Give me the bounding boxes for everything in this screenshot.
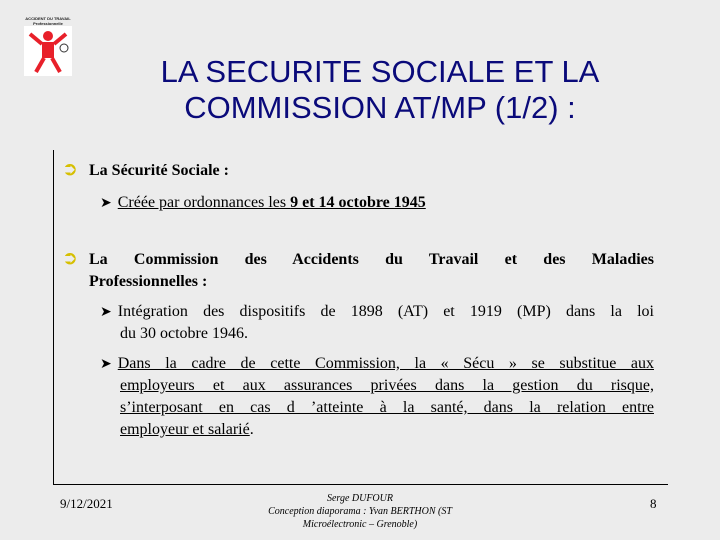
section1-heading: La Sécurité Sociale : [89,162,229,179]
logo [24,16,72,76]
bottom-divider [53,484,668,485]
section2-item-2-line-1 [100,353,654,375]
bullet-triangle-icon: ➤ [100,356,112,372]
bullet-arrow-icon: ➲ [62,247,78,269]
footer-credit-line-1: Conception diaporama : Yvan BERTHON (ST [268,506,452,517]
section2-heading-line-2: Professionnelles : [89,273,208,290]
section2-item-1-line-1 [100,301,654,323]
section2-item-2-line-2: employeurs et aux assurances privées dans la gestion du risque, [120,377,654,394]
section2-item-2-text: Dans la cadre de cette Commission, la « Sécu » se substitue aux [117,355,654,372]
logo-figure-icon [24,26,72,76]
section2-item-2-period: . [249,421,254,438]
section2-item-2-line-4 [100,419,654,441]
footer-date: 9/12/2021 [60,496,113,511]
bullet-triangle-icon: ➤ [100,195,112,211]
slide-title [80,54,680,126]
slide-title-line-2: COMMISSION AT/MP (1/2) : [184,90,576,125]
left-divider [53,150,54,485]
bullet-arrow-icon: ➲ [62,158,78,180]
slide-title-line-1: LA SECURITE SOCIALE ET LA [160,54,600,89]
section2-item-1-text: Intégration des dispositifs de 1898 (AT) et 1919 (MP) dans la loi [117,303,654,320]
footer-credit-line-2: Microélectronic – Grenoble) [302,519,418,530]
section2-item-1-line-2: du 30 octobre 1946. [120,325,248,342]
section2-item-2-line-4-text: employeur et salarié [120,421,250,438]
section1-item-text: Créée par ordonnances les [117,194,291,211]
page-number: 8 [650,496,657,511]
section2-heading [89,249,654,293]
section2-item-2 [100,353,654,441]
section2-item-2-line-3: s’interposant en cas d ’atteinte à la santé, dans la relation entre [120,399,654,416]
logo-text-line-1: ACCIDENT DU TRAVAIL [25,16,71,21]
section1-item [100,192,426,214]
footer-credits [250,492,470,531]
footer-author: Serge DUFOUR [326,493,393,504]
section2-heading-line-1: La Commission des Accidents du Travail et des Maladies [89,251,654,268]
section2-item-1 [100,301,654,345]
logo-text-line-2: Professionnelle [33,21,63,26]
section1-item-bold: 9 et 14 octobre 1945 [290,194,426,211]
bullet-triangle-icon: ➤ [100,304,112,320]
